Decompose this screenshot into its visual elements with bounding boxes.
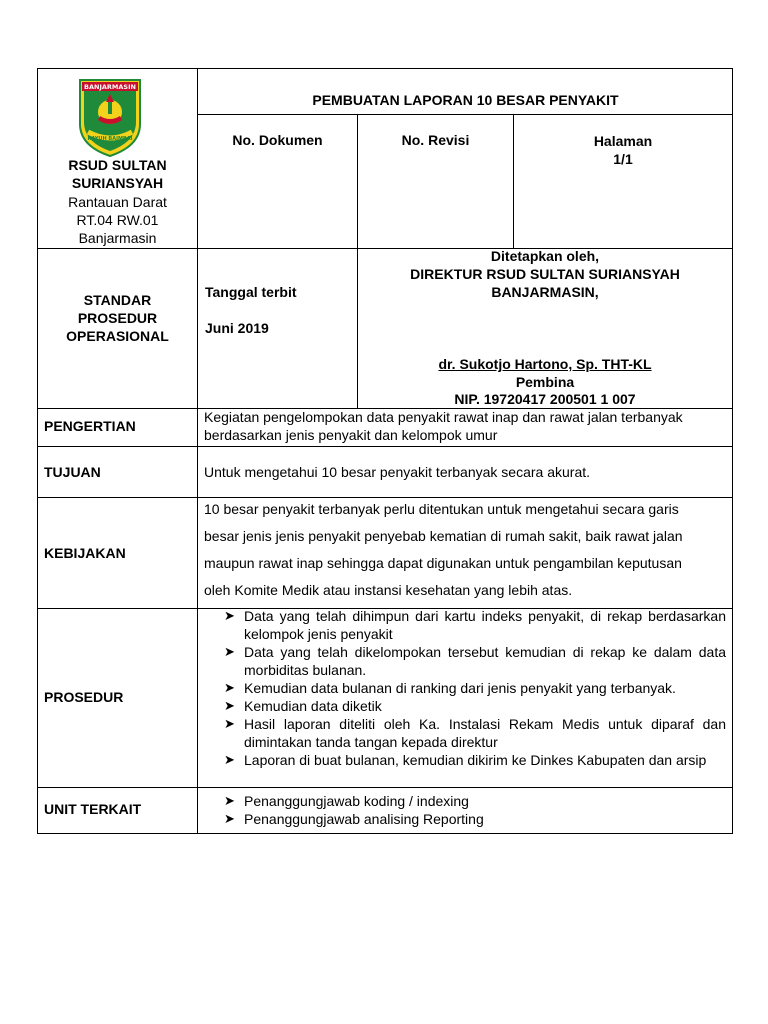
row-divider — [37, 497, 733, 498]
arrow-bullet-icon: ➤ — [224, 752, 235, 767]
section-label-prosedur: PROSEDUR — [44, 689, 124, 705]
table-border-top — [37, 68, 733, 69]
section-label-kebijakan: KEBIJAKAN — [44, 545, 126, 561]
sop-label: PROSEDUR — [77, 310, 158, 326]
list-item: ➤ Kemudian data bulanan di ranking dari jenis penyakit yang terbanyak. — [224, 680, 676, 696]
list-item: ➤ Hasil laporan diteliti oleh Ka. Instalasi Rekam Medis untuk diparaf dan dimintakan tanda tangan kepada direktur — [224, 716, 726, 750]
arrow-bullet-icon: ➤ — [224, 608, 235, 623]
arrow-bullet-icon: ➤ — [224, 793, 235, 808]
doc-number-label: No. Dokumen — [232, 132, 323, 148]
section-label-tujuan: TUJUAN — [44, 464, 101, 480]
page-title: PEMBUATAN LAPORAN 10 BESAR PENYAKIT — [312, 92, 619, 108]
section-label-unit-terkait: UNIT TERKAIT — [44, 801, 142, 817]
prosedur-list — [198, 607, 726, 769]
kebijakan-text: besar jenis jenis penyakit penyebab kematian di rumah sakit, baik rawat jalan — [204, 528, 683, 544]
sop-label: STANDAR — [83, 292, 152, 308]
signer-rank: Pembina — [515, 374, 575, 390]
table-border-right — [732, 68, 733, 834]
pengertian-text: Kegiatan pengelompokan data penyakit rawat inap dan rawat jalan terbanyak — [204, 409, 683, 425]
section-label-pengertian: PENGERTIAN — [44, 418, 136, 434]
list-item: ➤ Penanggungjawab analising Reporting — [224, 811, 484, 827]
row-divider — [197, 114, 733, 115]
signer-name: dr. Sukotjo Hartono, Sp. THT-KL — [438, 356, 652, 372]
arrow-bullet-icon: ➤ — [224, 716, 235, 731]
list-item: ➤ Data yang telah dihimpun dari kartu indeks penyakit, di rekap berdasarkan kelompok jenis penyakit — [224, 608, 726, 642]
arrow-bullet-icon: ➤ — [224, 698, 235, 713]
hospital-name: SURIANSYAH — [71, 175, 164, 191]
svg-text:BANJARMASIN: BANJARMASIN — [84, 83, 136, 91]
sop-label: OPERASIONAL — [66, 328, 169, 344]
arrow-bullet-icon: ➤ — [224, 644, 235, 659]
set-by-label: Ditetapkan oleh, — [490, 248, 600, 264]
issue-date-value: Juni 2019 — [205, 320, 269, 336]
list-item: ➤ Laporan di buat bulanan, kemudian dikirim ke Dinkes Kabupaten dan arsip — [224, 752, 707, 768]
kebijakan-text: oleh Komite Medik atau instansi kesehatan yang lebih atas. — [204, 582, 573, 598]
revision-label: No. Revisi — [401, 132, 470, 148]
list-item: ➤ Kemudian data diketik — [224, 698, 382, 714]
hospital-name: RSUD SULTAN — [68, 157, 167, 173]
row-divider — [37, 787, 733, 788]
page-value: 1/1 — [613, 151, 633, 167]
list-item: ➤ Penanggungjawab koding / indexing — [224, 793, 469, 809]
unit-terkait-list — [198, 792, 726, 828]
hospital-address: Banjarmasin — [78, 230, 157, 246]
director-title: DIREKTUR RSUD SULTAN SURIANSYAH — [410, 266, 680, 282]
page-label: Halaman — [593, 133, 653, 149]
tujuan-text: Untuk mengetahui 10 besar penyakit terbanyak secara akurat. — [204, 464, 591, 480]
pengertian-text: berdasarkan jenis penyakit dan kelompok umur — [204, 427, 498, 443]
row-divider — [37, 446, 733, 447]
hospital-address: Rantauan Darat — [68, 194, 167, 210]
director-title: BANJARMASIN, — [491, 284, 599, 300]
banjarmasin-emblem-icon — [76, 74, 144, 158]
hospital-address: RT.04 RW.01 — [76, 212, 159, 228]
table-border-bottom — [37, 833, 733, 834]
kebijakan-text: maupun rawat inap sehingga dapat digunakan untuk pengambilan keputusan — [204, 555, 682, 571]
arrow-bullet-icon: ➤ — [224, 811, 235, 826]
list-item: ➤ Data yang telah dikelompokan tersebut kemudian di rekap ke dalam data morbiditas bulanan. — [224, 644, 726, 678]
svg-text:KAYUH BAIMBAI: KAYUH BAIMBAI — [87, 136, 133, 142]
issue-date-label: Tanggal terbit — [205, 284, 297, 300]
arrow-bullet-icon: ➤ — [224, 680, 235, 695]
kebijakan-text: 10 besar penyakit terbanyak perlu ditentukan untuk mengetahui secara garis — [204, 501, 679, 517]
signer-nip: NIP. 19720417 200501 1 007 — [454, 391, 636, 407]
